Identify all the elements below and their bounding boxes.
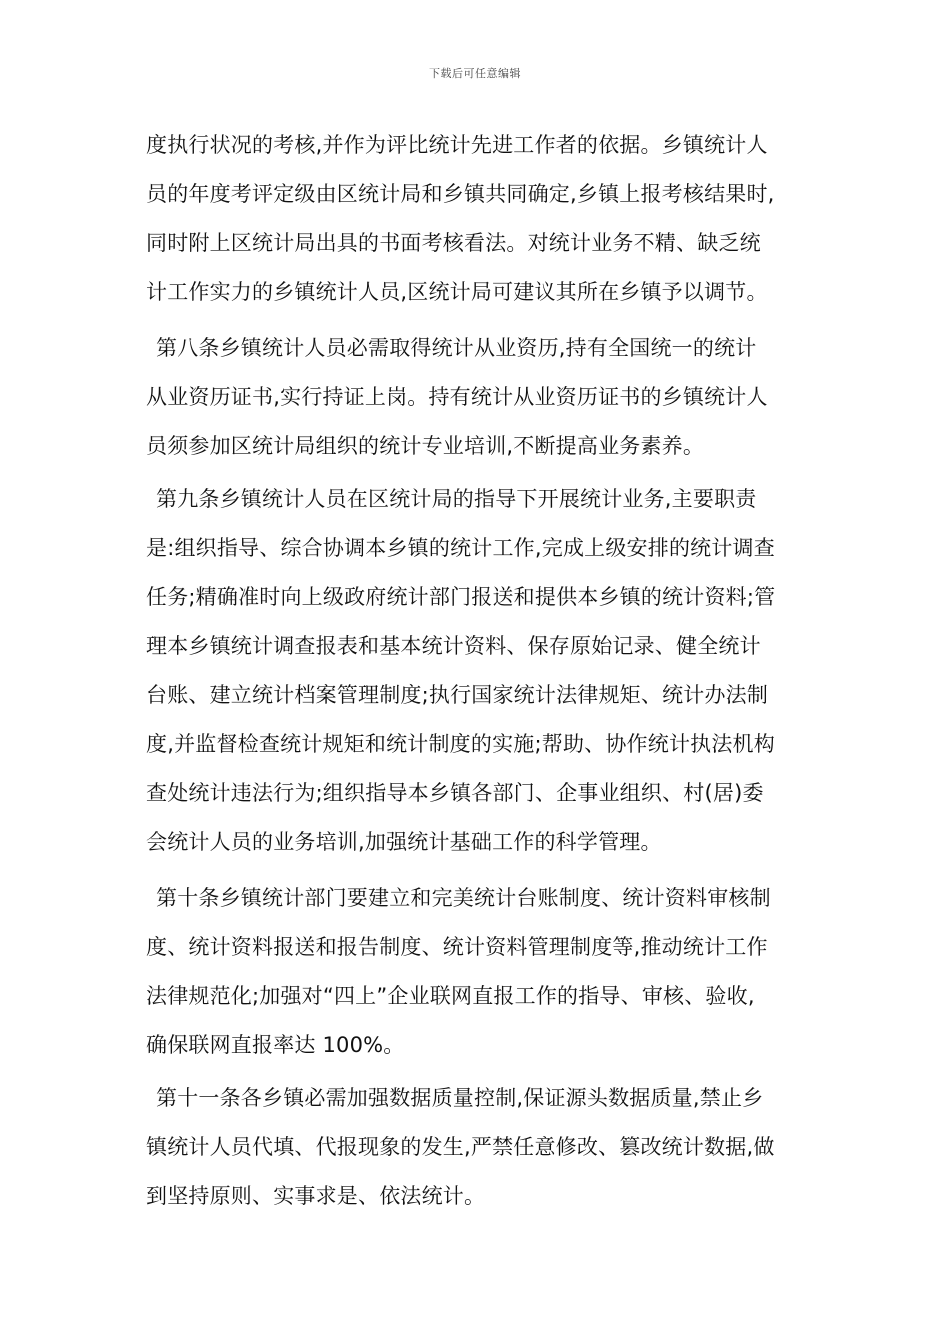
paragraph-line: 是:组织指导、综合协调本乡镇的统计工作,完成上级安排的统计调查 (146, 536, 775, 560)
paragraph-line: 从业资历证书,实行持证上岗。持有统计从业资历证书的乡镇统计人 (146, 385, 768, 409)
paragraph-line: 第十条乡镇统计部门要建立和完美统计台账制度、统计资料审核制 (156, 886, 771, 910)
paragraph-line: 同时附上区统计局出具的书面考核看法。对统计业务不精、缺乏统 (146, 231, 761, 255)
paragraph-line: 第九条乡镇统计人员在区统计局的指导下开展统计业务,主要职责 (156, 487, 757, 511)
paragraph-line: 到坚持原则、实事求是、依法统计。 (146, 1184, 486, 1208)
page-header: 下载后可任意编辑 (429, 67, 521, 80)
paragraph-line: 查处统计违法行为;组织指导本乡镇各部门、企事业组织、村(居)委 (146, 781, 764, 805)
paragraph-line: 法律规范化;加强对“四上”企业联网直报工作的指导、审核、验收, (146, 984, 755, 1008)
paragraph-line: 第十一条各乡镇必需加强数据质量控制,保证源头数据质量,禁止乡 (156, 1086, 764, 1110)
paragraph-line: 镇统计人员代填、代报现象的发生,严禁任意修改、篡改统计数据,做 (146, 1135, 775, 1159)
paragraph-line: 员须参加区统计局组织的统计专业培训,不断提高业务素养。 (146, 434, 705, 458)
paragraph-line: 任务;精确准时向上级政府统计部门报送和提供本乡镇的统计资料;管 (146, 585, 776, 609)
paragraph-line: 计工作实力的乡镇统计人员,区统计局可建议其所在乡镇予以调节。 (146, 280, 768, 304)
paragraph-line: 台账、建立统计档案管理制度;执行国家统计法律规矩、统计办法制 (146, 683, 769, 707)
paragraph-line: 度,并监督检查统计规矩和统计制度的实施;帮助、协作统计执法机构 (146, 732, 775, 756)
paragraph-line: 度、统计资料报送和报告制度、统计资料管理制度等,推动统计工作 (146, 935, 768, 959)
paragraph-line: 员的年度考评定级由区统计局和乡镇共同确定,乡镇上报考核结果时, (146, 182, 775, 206)
paragraph-line: 确保联网直报率达 100%。 (146, 1033, 405, 1057)
paragraph-line: 度执行状况的考核,并作为评比统计先进工作者的依据。乡镇统计人 (146, 133, 768, 157)
paragraph-line: 理本乡镇统计调查报表和基本统计资料、保存原始记录、健全统计 (146, 634, 761, 658)
paragraph-line: 第八条乡镇统计人员必需取得统计从业资历,持有全国统一的统计 (156, 336, 757, 360)
paragraph-line: 会统计人员的业务培训,加强统计基础工作的科学管理。 (146, 830, 662, 854)
